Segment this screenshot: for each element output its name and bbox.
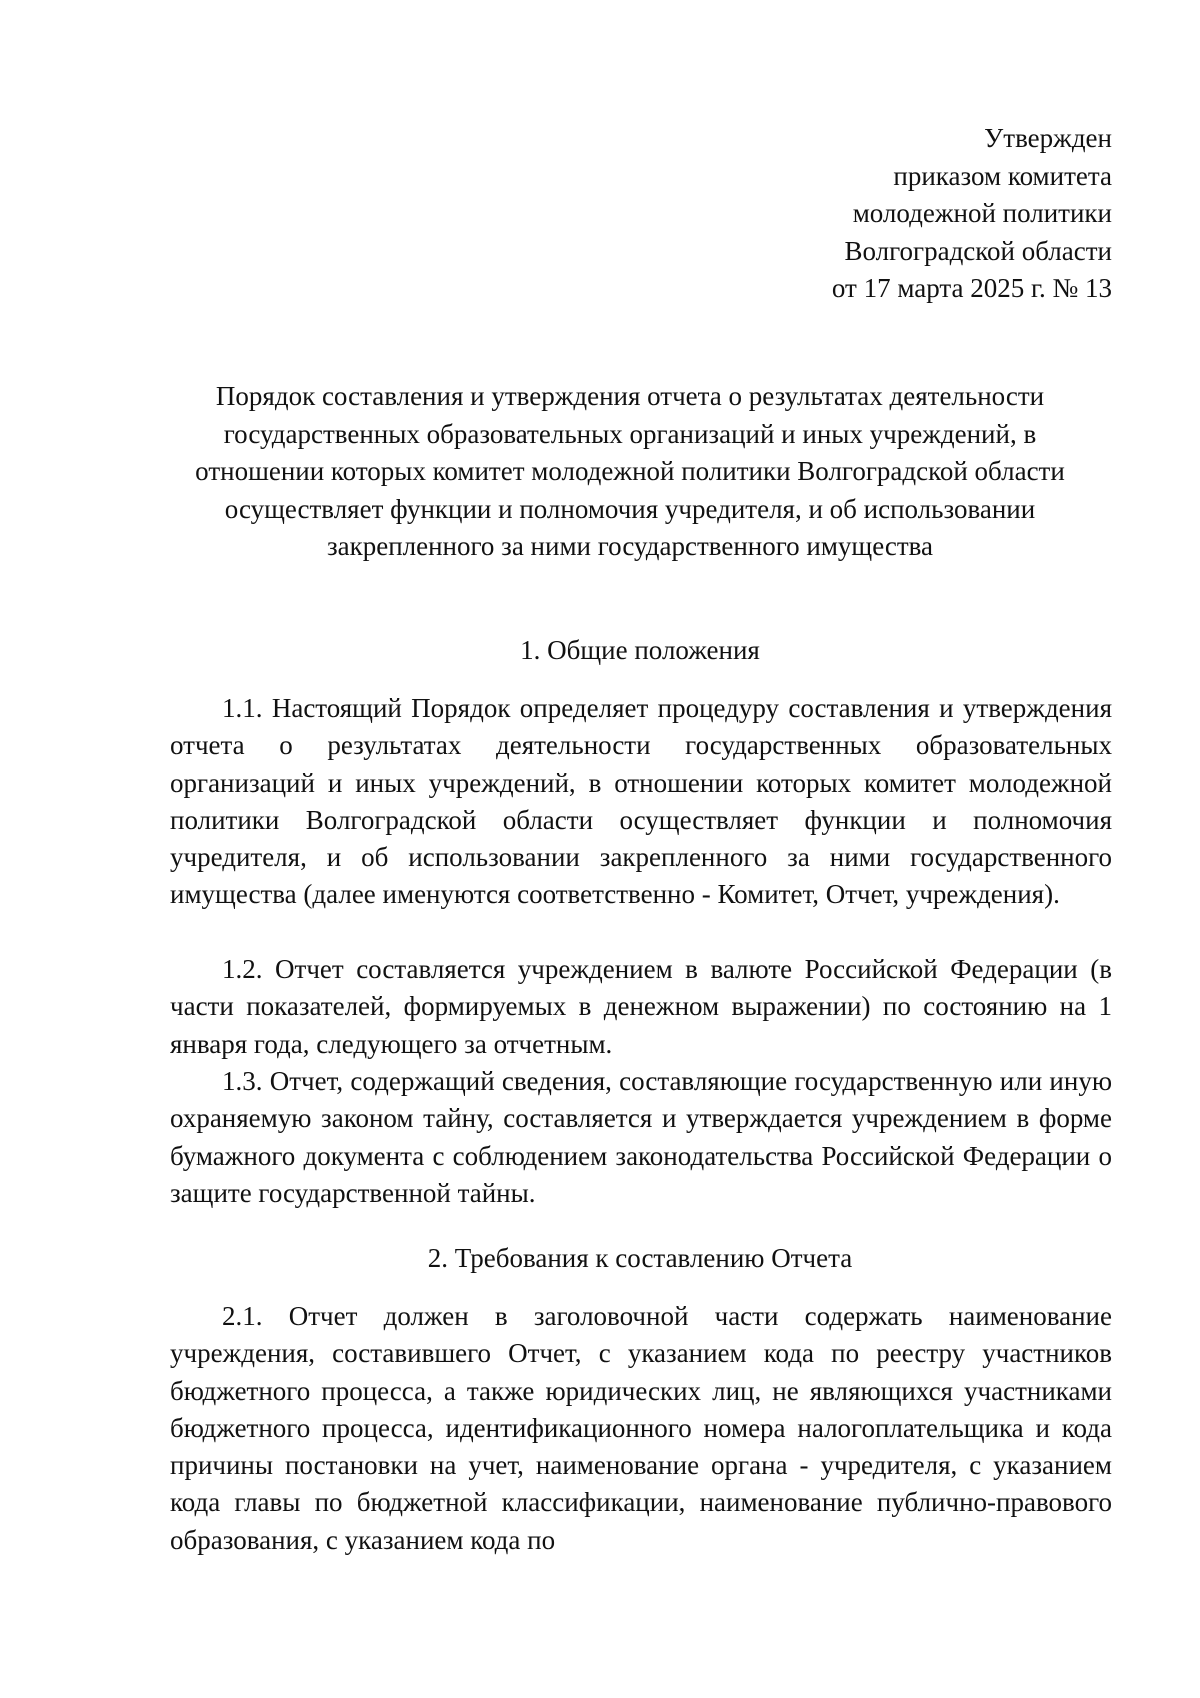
title-line: Порядок составления и утверждения отчета о результатах деятельности xyxy=(215,381,1045,411)
paragraph-text: 2.1. Отчет должен в заголовочной части содержать наименование учреждения, составившего Отчет, с указанием кода по реестру участников бюджетного процесса, а также юридических лиц, не являющихся участниками бюджетного процесса, идентификационного номера налогоплательщика и кода причины постановки на учет, наименование органа - учредителя, с указанием кода главы по бюджетной классификации, наименование публично-правового образования, с указанием кода по xyxy=(170,1301,1112,1555)
approval-line: приказом комитета xyxy=(893,160,1112,191)
paragraph-text: 1.3. Отчет, содержащий сведения, составляющие государственную или иную охраняемую законом тайну, составляется и утверждается учреждением в форме бумажного документа с соблюдением законодательства Российской Федерации о защите государственной тайны. xyxy=(170,1066,1112,1208)
paragraph-1-2 xyxy=(170,951,1112,1063)
approval-line: Волгоградской области xyxy=(844,235,1112,266)
title-line: осуществляет функции и полномочия учредителя, и об использовании xyxy=(224,493,1036,524)
document-title xyxy=(150,378,1110,566)
paragraph-1-3 xyxy=(170,1063,1112,1212)
paragraph-2-1 xyxy=(170,1298,1112,1559)
section-1-heading: 1. Общие положения xyxy=(520,635,760,665)
title-line: закрепленного за ними государственного имущества xyxy=(326,531,934,561)
paragraph-text: 1.2. Отчет составляется учреждением в валюте Российской Федерации (в части показателей, формируемых в денежном выражении) по состоянию на 1 января года, следующего за отчетным. xyxy=(170,954,1112,1059)
title-line: государственных образовательных организаций и иных учреждений, в xyxy=(223,418,1037,449)
approval-block xyxy=(652,120,1112,308)
title-line: отношении которых комитет молодежной политики Волгоградской области xyxy=(195,456,1065,486)
approval-line: от 17 марта 2025 г. № 13 xyxy=(831,273,1112,303)
paragraph-1-1 xyxy=(170,690,1112,914)
approval-line: молодежной политики xyxy=(852,198,1112,228)
section-2-heading: 2. Требования к составлению Отчета xyxy=(427,1243,853,1273)
paragraph-text: 1.1. Настоящий Порядок определяет процедуру составления и утверждения отчета о результатах деятельности государственных образовательных организаций и иных учреждений, в отношении которых комитет молодежной политики Волгоградской области осуществляет функции и полномочия учредителя, и об использовании закрепленного за ними государственного имущества (далее именуются соответственно - Комитет, Отчет, учреждения). xyxy=(170,693,1112,910)
approval-line: Утвержден xyxy=(984,123,1112,153)
